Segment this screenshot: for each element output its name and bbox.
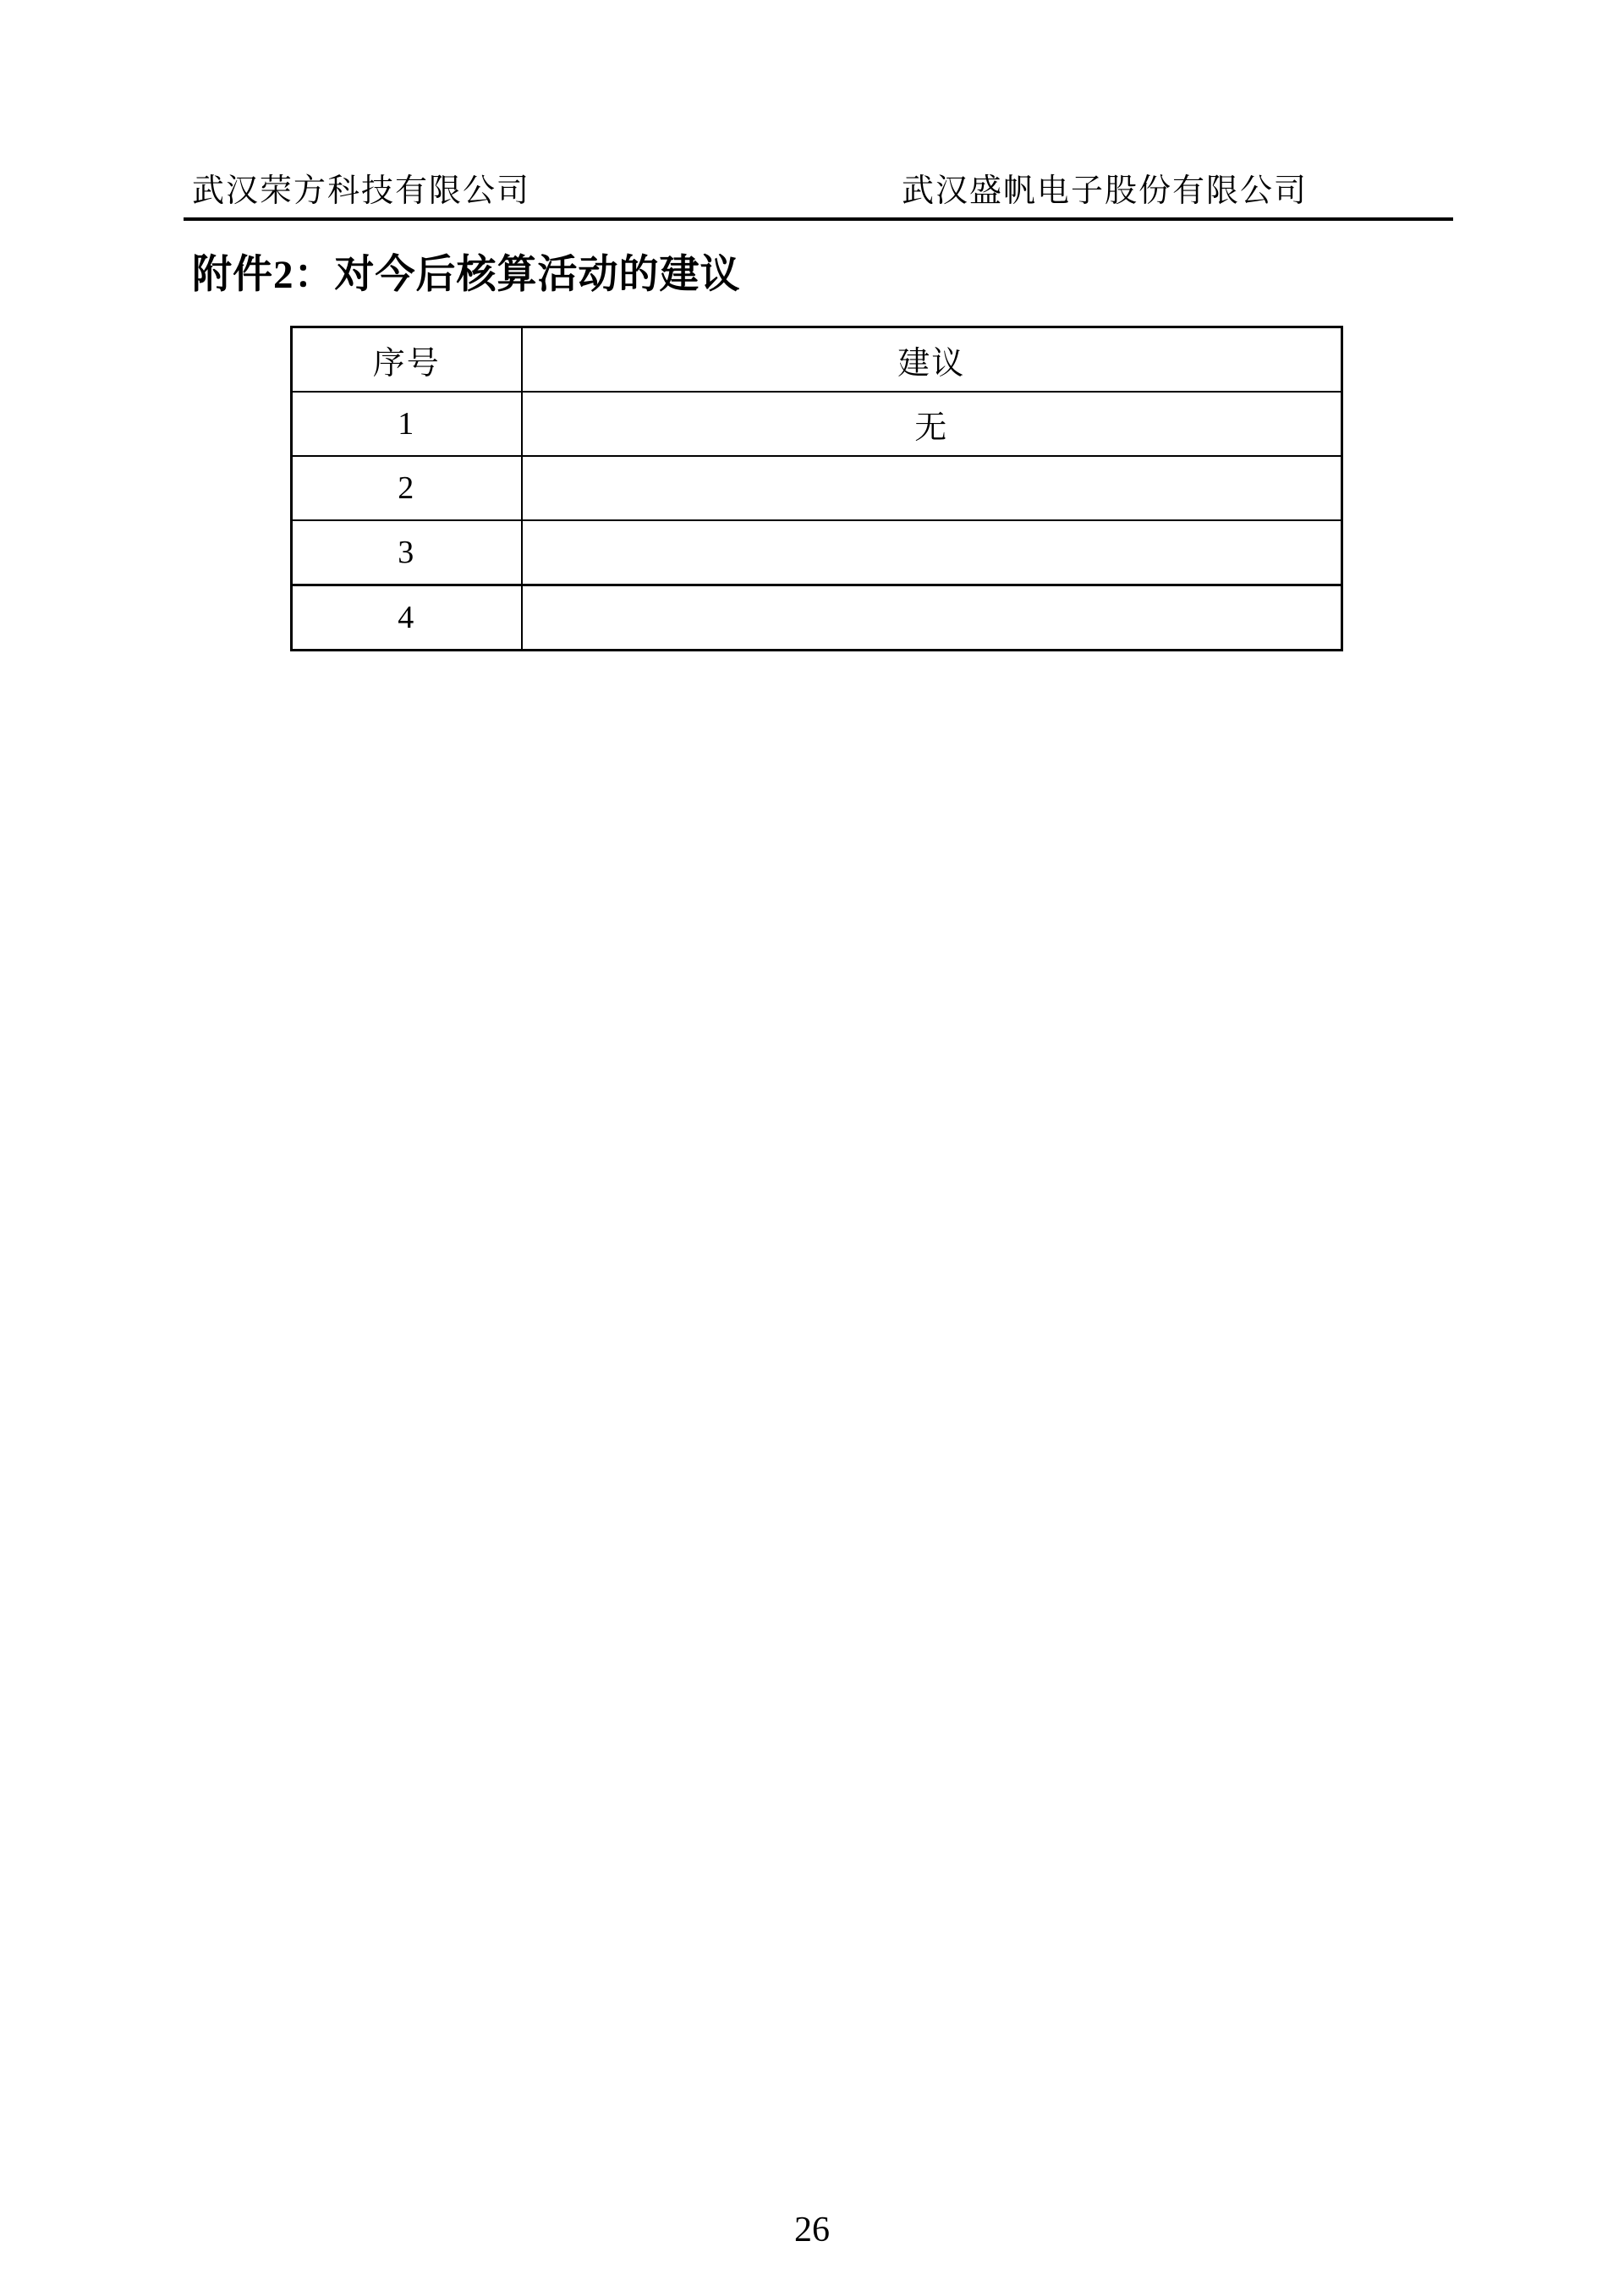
header-left-company: 武汉荣方科技有限公司 <box>192 173 531 209</box>
column-header-suggestion: 建议 <box>522 327 1342 393</box>
page-number: 26 <box>794 2211 830 2249</box>
table-row <box>292 520 1342 585</box>
table-row <box>292 456 1342 520</box>
cell-suggestion: 无 <box>522 392 1342 456</box>
attachment-title: 附件2：对今后核算活动的建议 <box>192 253 741 297</box>
table-row <box>292 585 1342 651</box>
cell-row-number: 3 <box>292 520 522 585</box>
header-rule <box>184 217 1453 221</box>
column-header-no: 序号 <box>292 327 522 393</box>
cell-row-number: 2 <box>292 456 522 520</box>
header-right-company: 武汉盛帆电子股份有限公司 <box>901 173 1308 209</box>
table-header-row <box>292 327 1342 393</box>
cell-suggestion <box>522 585 1342 651</box>
cell-suggestion <box>522 456 1342 520</box>
page-header <box>184 173 1453 210</box>
cell-row-number: 1 <box>292 392 522 456</box>
cell-suggestion <box>522 520 1342 585</box>
table-row <box>292 392 1342 456</box>
cell-row-number: 4 <box>292 585 522 651</box>
suggestions-table <box>290 326 1343 651</box>
